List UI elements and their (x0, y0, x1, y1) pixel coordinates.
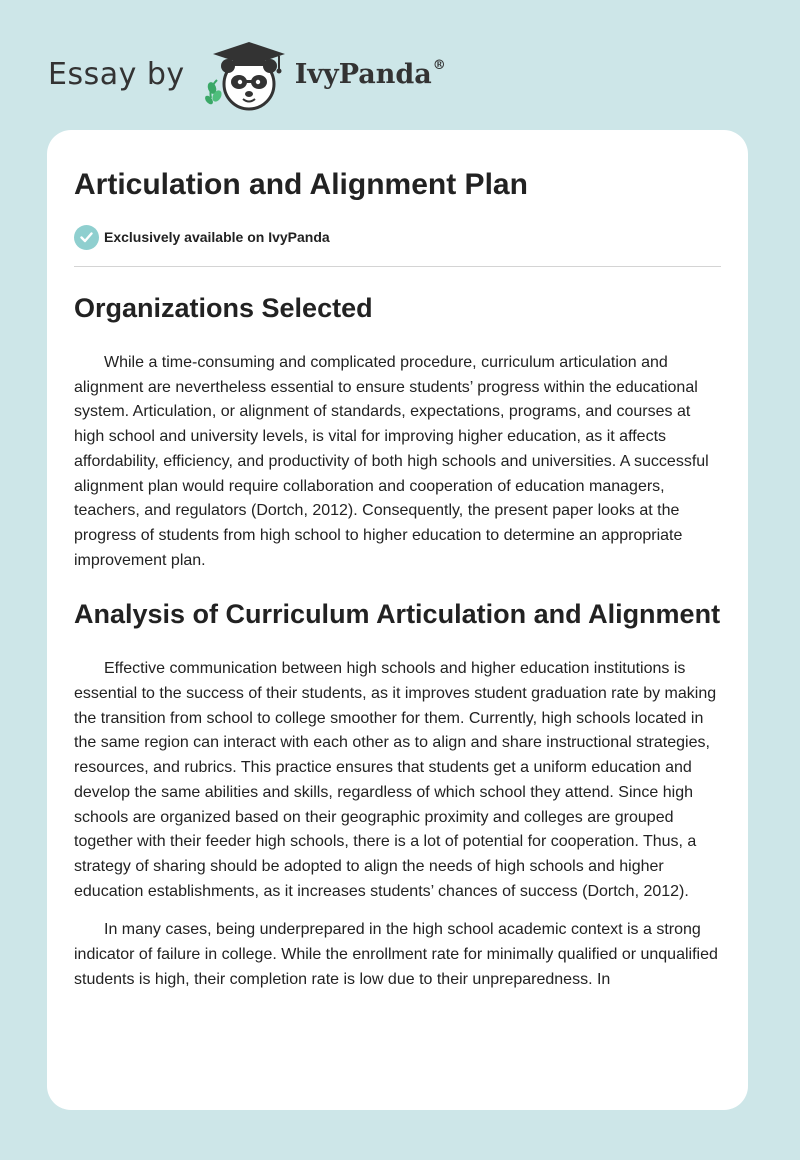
section-heading: Analysis of Curriculum Articulation and Alignment (74, 599, 721, 630)
site-header (48, 34, 446, 114)
essay-card (47, 130, 748, 1110)
exclusive-badge (74, 224, 721, 250)
essay-by-label: Essay by (48, 56, 185, 92)
paragraph: In many cases, being underprepared in the high school academic context is a strong indicator of failure in college. While the enrollment rate for minimally qualified or unqualified students is high, their completion rate is low due to their unpreparedness. In (74, 921, 718, 988)
title-divider (74, 266, 721, 267)
brand-name: IvyPanda® (294, 57, 446, 90)
page-title: Articulation and Alignment Plan (74, 168, 528, 201)
section-organizations-selected (74, 289, 721, 573)
panda-graduation-cap-icon (203, 36, 287, 112)
paragraph: Effective communication between high schools and higher education institutions is essential to the success of their students, as it improves student graduation rate by making the transition from school to college smoother for them. Currently, high schools located in the same region can interact with each other as to align and share instructional strategies, resources, and rubrics. This practice ensures that students get a uniform education and develop the same abilities and skills, regardless of which school they attend. Since high schools are organized based on their geographic proximity and colleges are grouped together with their feeder high schools, there is a lot of potential for cooperation. Thus, a strategy of sharing should be adopted to align the needs of high schools and higher education establishments, as it increases students’ chances of success (Dortch, 2012). (74, 660, 717, 900)
section-analysis (74, 595, 721, 992)
paragraph: While a time-consuming and complicated procedure, curriculum articulation and alignment are nevertheless essential to ensure students’ progress within the educational system. Articulation, or alignment of standards, expectations, programs, and courses at high school and university levels, is vital for improving higher education, as it affects affordability, efficiency, and productivity of both high schools and universities. A successful alignment plan would require collaboration and cooperation of education managers, teachers, and regulators (Dortch, 2012). Consequently, the present paper looks at the progress of students from high school to higher education to determine an appropriate improvement plan. (74, 354, 709, 569)
exclusive-badge-label: Exclusively available on IvyPanda (104, 229, 330, 245)
section-heading: Organizations Selected (74, 293, 373, 323)
check-icon (74, 225, 99, 250)
